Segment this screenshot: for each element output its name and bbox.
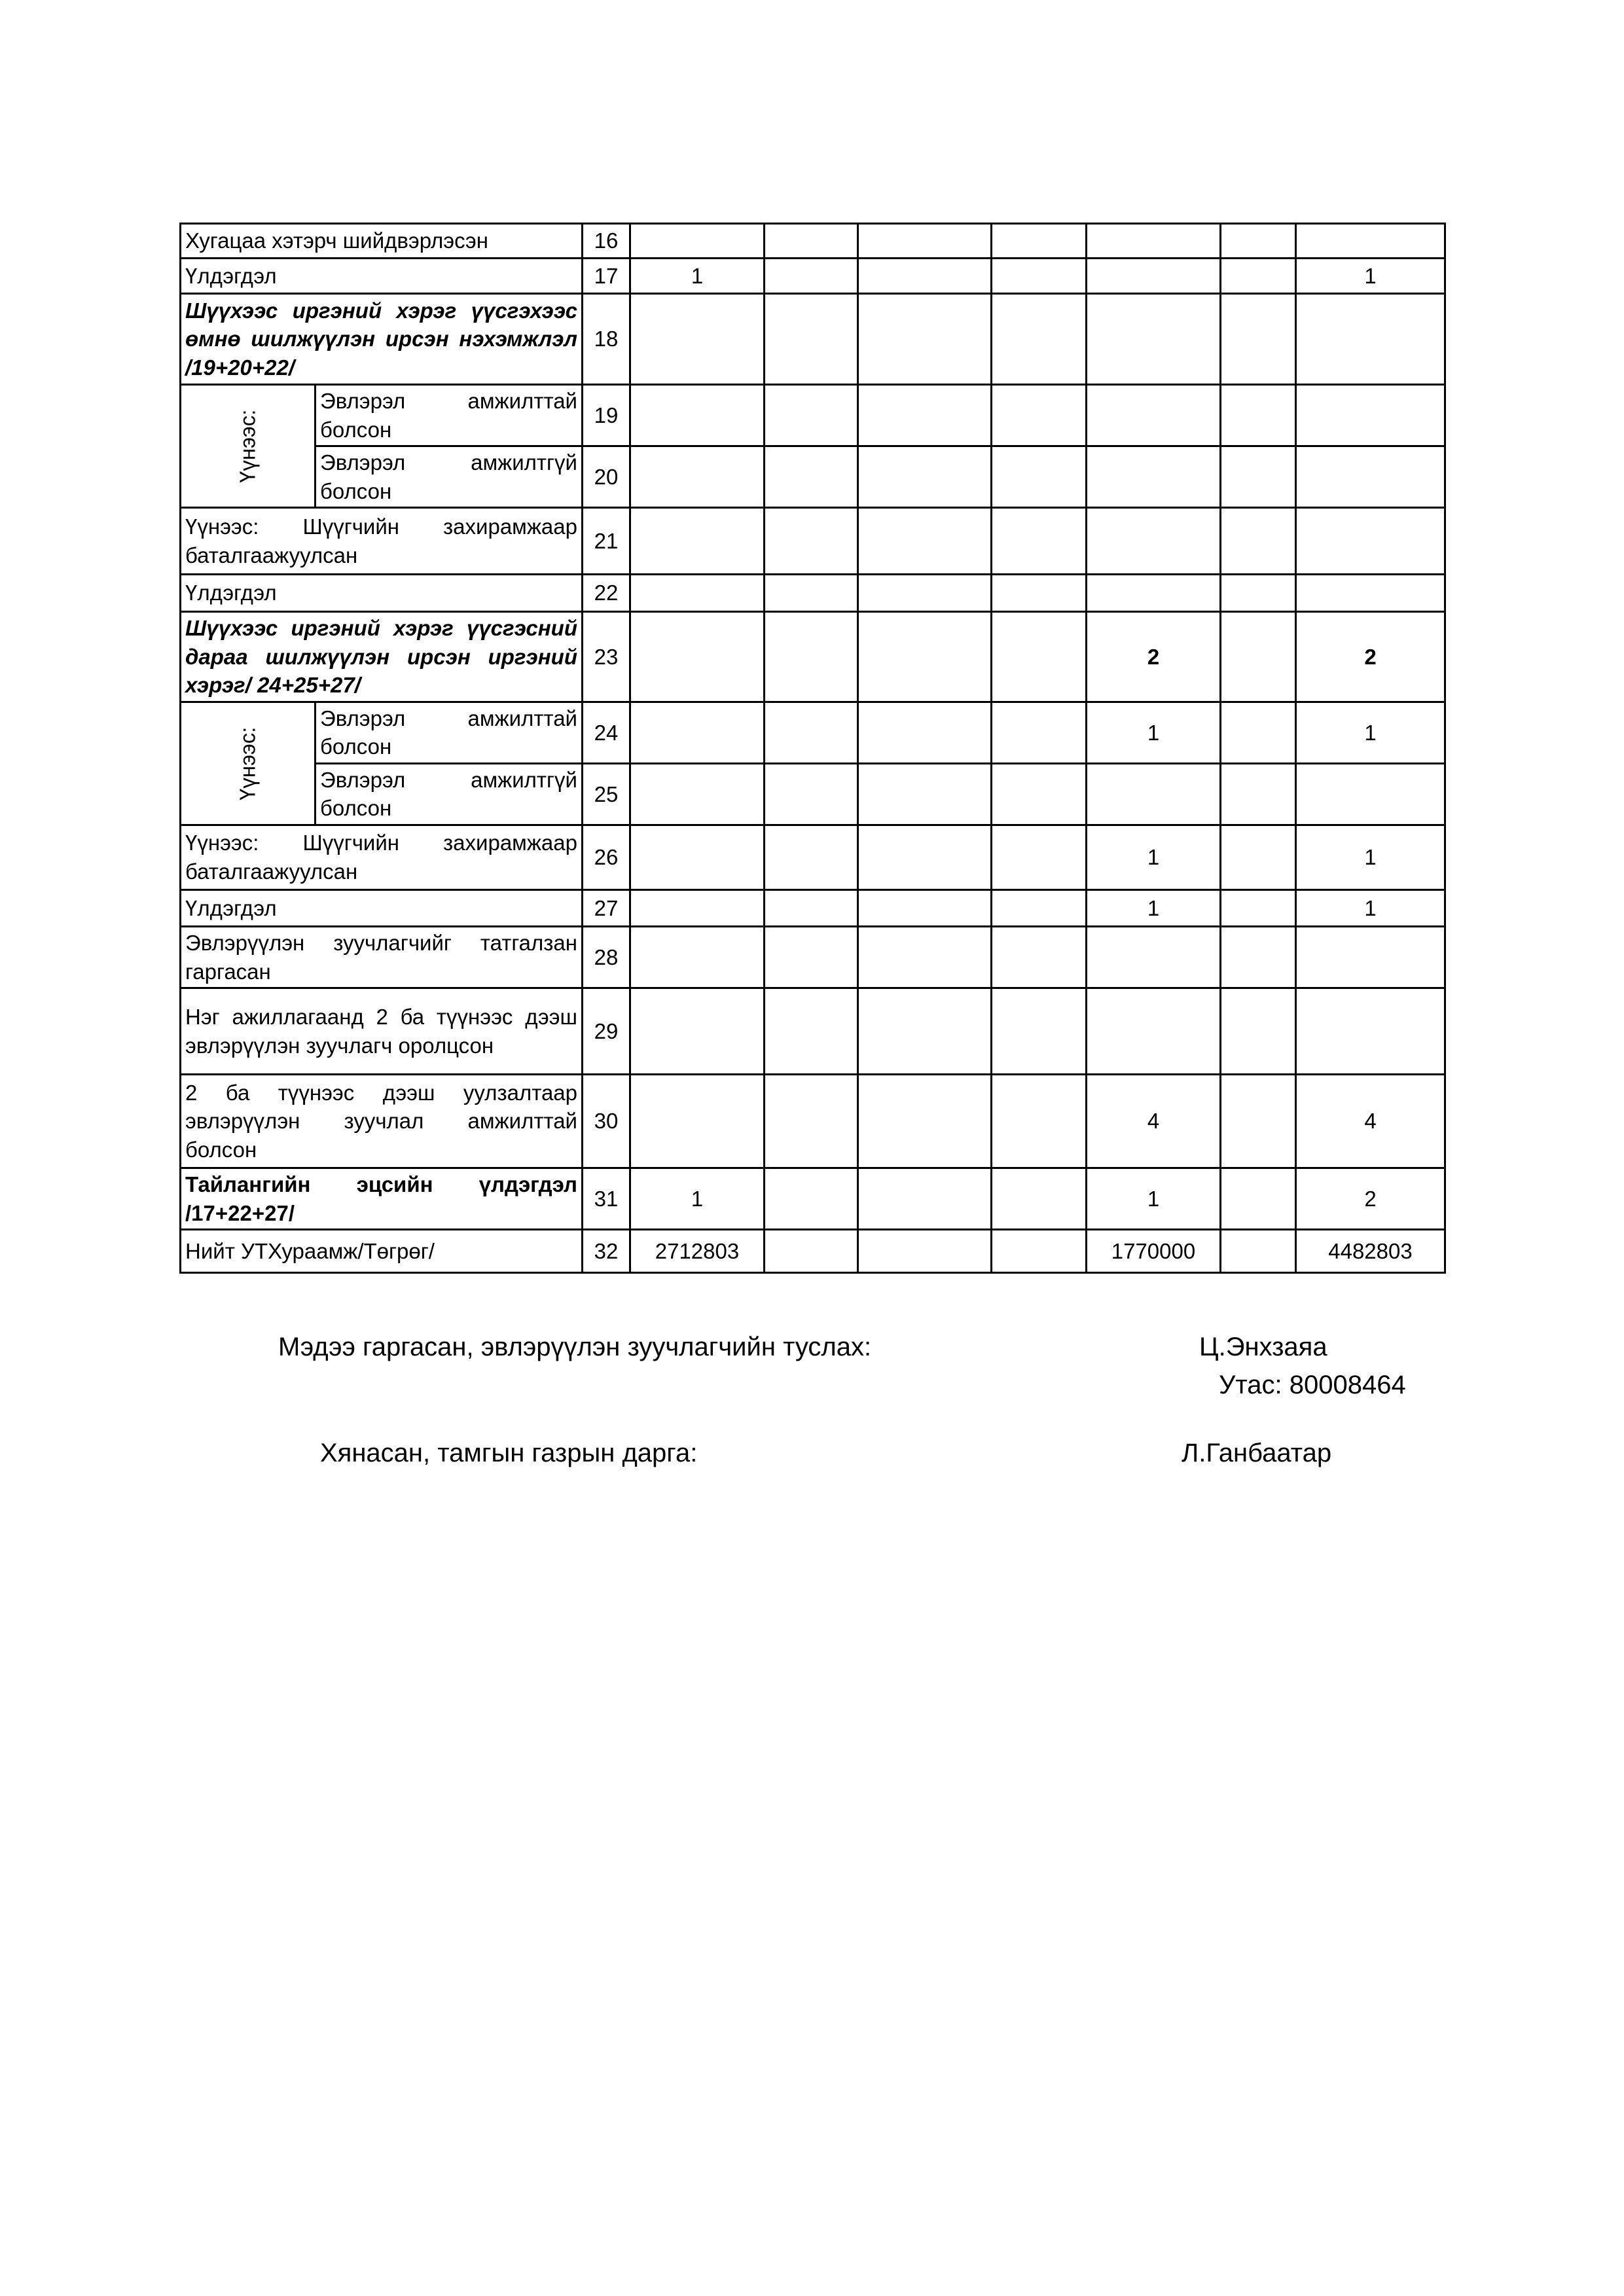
value-cell: 1: [1296, 259, 1445, 294]
value-cell: 4: [1296, 1075, 1445, 1168]
value-cell: 4: [1087, 1075, 1221, 1168]
report-table: [179, 223, 1446, 1274]
value-cell: 1770000: [1087, 1230, 1221, 1273]
value-cell: [1221, 294, 1296, 385]
value-cell: [1296, 294, 1445, 385]
value-cell: [765, 927, 858, 988]
value-cell: 1: [1296, 825, 1445, 890]
table-row: [181, 385, 1445, 446]
value-cell: [765, 763, 858, 825]
table-row: [181, 259, 1445, 294]
value-cell: 2: [1296, 612, 1445, 702]
value-cell: [1221, 1168, 1296, 1230]
row-label: Үлдэгдэл: [181, 575, 583, 612]
value-cell: [992, 825, 1087, 890]
table-row: [181, 575, 1445, 612]
row-number: 26: [583, 825, 630, 890]
row-label: Шүүхээс иргэний хэрэг үүсгэсний дараа шилжүүлэн ирсэн иргэний хэрэг/ 24+25+27/: [181, 612, 583, 702]
row-label: Үлдэгдэл: [181, 890, 583, 927]
value-cell: [1296, 224, 1445, 259]
value-cell: 1: [630, 1168, 765, 1230]
row-label: Шүүхээс иргэний хэрэг үүсгэхээс өмнө шилжүүлэн ирсэн нэхэмжлэл /19+20+22/: [181, 294, 583, 385]
reviewed-by-label: Хянасан, тамгын газрын дарга:: [320, 1439, 698, 1467]
row-label: Нэг ажиллагаанд 2 ба түүнээс дээш эвлэрүүлэн зуучлагч оролцсон: [181, 988, 583, 1075]
value-cell: [858, 1230, 992, 1273]
value-cell: [992, 1230, 1087, 1273]
row-number: 25: [583, 763, 630, 825]
value-cell: [1087, 763, 1221, 825]
table-row: [181, 446, 1445, 508]
row-number: 19: [583, 385, 630, 446]
value-cell: [1221, 702, 1296, 763]
value-cell: [1087, 294, 1221, 385]
row-label: Эвлэрэл амжилттай болсон: [316, 385, 583, 446]
value-cell: [1221, 259, 1296, 294]
value-cell: 2: [1296, 1168, 1445, 1230]
value-cell: [1296, 927, 1445, 988]
value-cell: [858, 825, 992, 890]
row-label: Үлдэгдэл: [181, 259, 583, 294]
value-cell: [630, 988, 765, 1075]
row-number: 24: [583, 702, 630, 763]
row-label: Эвлэрэл амжилтгүй болсон: [316, 446, 583, 508]
table-row: [181, 890, 1445, 927]
table-row: [181, 825, 1445, 890]
reviewed-by-name: Л.Ганбаатар: [1182, 1439, 1332, 1467]
value-cell: [630, 224, 765, 259]
value-cell: [765, 294, 858, 385]
value-cell: 2712803: [630, 1230, 765, 1273]
value-cell: [1087, 259, 1221, 294]
value-cell: [765, 1230, 858, 1273]
row-label: Тайлангийн эцсийн үлдэгдэл /17+22+27/: [181, 1168, 583, 1230]
row-number: 17: [583, 259, 630, 294]
value-cell: 1: [1296, 702, 1445, 763]
group-label: Үүнээс:: [181, 702, 316, 825]
value-cell: [858, 385, 992, 446]
value-cell: [992, 446, 1087, 508]
value-cell: [858, 1075, 992, 1168]
value-cell: [1221, 612, 1296, 702]
value-cell: 1: [1087, 702, 1221, 763]
row-number: 28: [583, 927, 630, 988]
value-cell: [992, 702, 1087, 763]
value-cell: [858, 702, 992, 763]
value-cell: [1087, 927, 1221, 988]
row-number: 32: [583, 1230, 630, 1273]
value-cell: [1221, 1075, 1296, 1168]
row-number: 16: [583, 224, 630, 259]
value-cell: [765, 702, 858, 763]
prepared-by-name: Ц.Энхзаяа: [1199, 1333, 1327, 1361]
value-cell: [992, 612, 1087, 702]
value-cell: [1221, 385, 1296, 446]
row-label: Үүнээс: Шүүгчийн захирамжаар баталгаажуулсан: [181, 508, 583, 575]
value-cell: [630, 890, 765, 927]
value-cell: [992, 763, 1087, 825]
row-number: 27: [583, 890, 630, 927]
value-cell: [765, 224, 858, 259]
value-cell: [858, 446, 992, 508]
value-cell: [1221, 890, 1296, 927]
value-cell: [992, 927, 1087, 988]
value-cell: [1087, 988, 1221, 1075]
value-cell: [992, 575, 1087, 612]
value-cell: [765, 575, 858, 612]
value-cell: [1221, 224, 1296, 259]
table-row: [181, 988, 1445, 1075]
value-cell: [765, 259, 858, 294]
value-cell: [992, 988, 1087, 1075]
table-row: [181, 1075, 1445, 1168]
table-row: [181, 927, 1445, 988]
value-cell: [630, 612, 765, 702]
value-cell: [858, 294, 992, 385]
value-cell: [1221, 446, 1296, 508]
value-cell: [630, 294, 765, 385]
value-cell: [858, 508, 992, 575]
row-number: 22: [583, 575, 630, 612]
value-cell: [1296, 446, 1445, 508]
value-cell: [1221, 1230, 1296, 1273]
value-cell: [1296, 385, 1445, 446]
value-cell: [765, 988, 858, 1075]
value-cell: [765, 1168, 858, 1230]
table-row: [181, 294, 1445, 385]
value-cell: [1087, 508, 1221, 575]
value-cell: [1221, 927, 1296, 988]
value-cell: [1087, 446, 1221, 508]
value-cell: [858, 988, 992, 1075]
value-cell: [1087, 385, 1221, 446]
value-cell: [1296, 508, 1445, 575]
value-cell: [1221, 988, 1296, 1075]
value-cell: [1221, 575, 1296, 612]
value-cell: [1296, 763, 1445, 825]
value-cell: [1221, 825, 1296, 890]
value-cell: 2: [1087, 612, 1221, 702]
phone-number: Утас: 80008464: [1219, 1371, 1406, 1399]
row-label: Эвлэрэл амжилттай болсон: [316, 702, 583, 763]
value-cell: 1: [630, 259, 765, 294]
value-cell: 4482803: [1296, 1230, 1445, 1273]
value-cell: [992, 1075, 1087, 1168]
row-label: Нийт УТХураамж/Төгрөг/: [181, 1230, 583, 1273]
value-cell: [858, 927, 992, 988]
group-label: Үүнээс:: [181, 385, 316, 508]
row-label: 2 ба түүнээс дээш уулзалтаар эвлэрүүлэн зуучлал амжилттай болсон: [181, 1075, 583, 1168]
value-cell: [992, 259, 1087, 294]
value-cell: [630, 575, 765, 612]
value-cell: [1296, 988, 1445, 1075]
value-cell: [992, 294, 1087, 385]
value-cell: [765, 508, 858, 575]
row-number: 18: [583, 294, 630, 385]
value-cell: [858, 224, 992, 259]
value-cell: [1296, 575, 1445, 612]
value-cell: [630, 385, 765, 446]
row-label: Хугацаа хэтэрч шийдвэрлэсэн: [181, 224, 583, 259]
table-row: [181, 702, 1445, 763]
value-cell: [858, 763, 992, 825]
row-label: Эвлэрэл амжилтгүй болсон: [316, 763, 583, 825]
value-cell: [765, 825, 858, 890]
value-cell: [630, 927, 765, 988]
row-number: 30: [583, 1075, 630, 1168]
value-cell: [1221, 763, 1296, 825]
value-cell: [992, 508, 1087, 575]
value-cell: 1: [1296, 890, 1445, 927]
table-row: [181, 763, 1445, 825]
value-cell: [630, 1075, 765, 1168]
table-row: [181, 224, 1445, 259]
row-number: 20: [583, 446, 630, 508]
value-cell: 1: [1087, 825, 1221, 890]
table-row: [181, 612, 1445, 702]
value-cell: [1087, 224, 1221, 259]
row-number: 21: [583, 508, 630, 575]
row-label: Үүнээс: Шүүгчийн захирамжаар баталгаажуулсан: [181, 825, 583, 890]
value-cell: [765, 890, 858, 927]
value-cell: 1: [1087, 890, 1221, 927]
row-label: Эвлэрүүлэн зуучлагчийг татгалзан гаргасан: [181, 927, 583, 988]
value-cell: [765, 446, 858, 508]
value-cell: [992, 385, 1087, 446]
value-cell: [992, 890, 1087, 927]
value-cell: [630, 825, 765, 890]
value-cell: [630, 446, 765, 508]
value-cell: [992, 1168, 1087, 1230]
value-cell: [858, 259, 992, 294]
value-cell: [630, 508, 765, 575]
row-number: 23: [583, 612, 630, 702]
value-cell: [1221, 508, 1296, 575]
row-number: 31: [583, 1168, 630, 1230]
value-cell: [992, 224, 1087, 259]
table-row: [181, 1168, 1445, 1230]
value-cell: [630, 763, 765, 825]
table-row: [181, 1230, 1445, 1273]
value-cell: [858, 890, 992, 927]
value-cell: [765, 1075, 858, 1168]
value-cell: [765, 612, 858, 702]
value-cell: [858, 1168, 992, 1230]
value-cell: [1087, 575, 1221, 612]
table-row: [181, 508, 1445, 575]
prepared-by-label: Мэдээ гаргасан, эвлэрүүлэн зуучлагчийн туслах:: [278, 1333, 872, 1361]
row-number: 29: [583, 988, 630, 1075]
value-cell: [765, 385, 858, 446]
value-cell: [858, 612, 992, 702]
value-cell: [858, 575, 992, 612]
value-cell: [630, 702, 765, 763]
value-cell: 1: [1087, 1168, 1221, 1230]
